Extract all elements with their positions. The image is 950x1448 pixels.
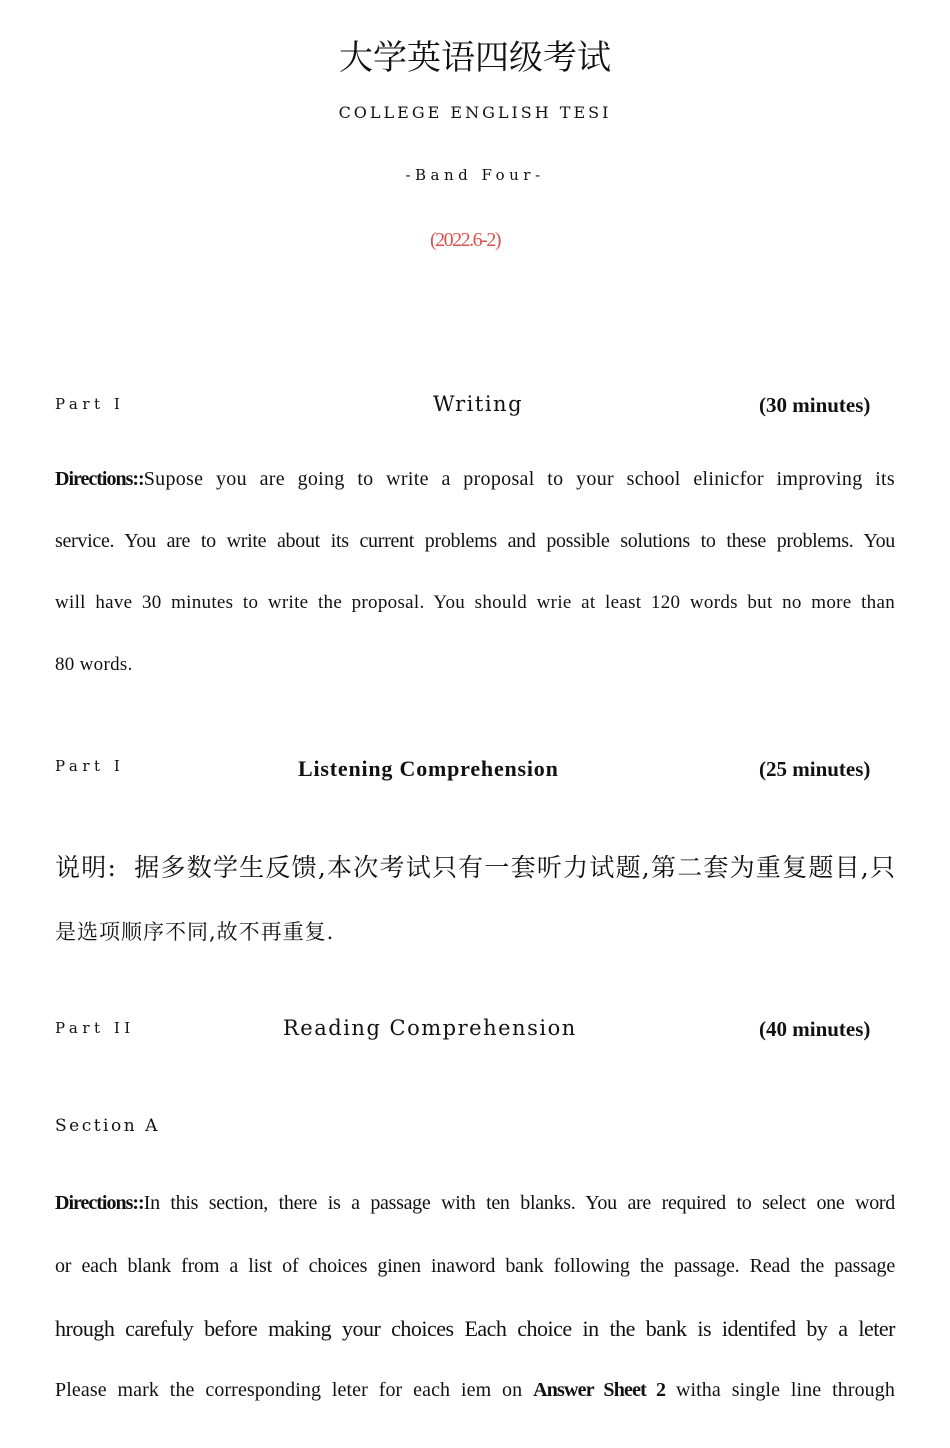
exam-subtitle: COLLEGE ENGLISH TESI — [338, 103, 612, 122]
writing-directions-line: will have 30 minutes to write the proposal. You should wrie at least 120 words but no more than — [55, 592, 895, 613]
part-writing-label: Part I — [55, 395, 125, 413]
writing-directions-line: 80 words. — [55, 654, 133, 675]
note-label: 说明: — [55, 853, 116, 882]
reading-directions-line: Directions::In this section, there is a passage with ten blanks. You are required to select one word — [55, 1192, 895, 1214]
part-reading-title: Reading Comprehension — [283, 1016, 577, 1040]
exam-date: (2022.6-2) — [430, 229, 500, 251]
part-listening-minutes: (25 minutes) — [759, 757, 871, 781]
exam-title: 大学英语四级考试 — [339, 38, 611, 78]
part-listening-label: Part I — [55, 757, 125, 775]
directions-label: Directions:: — [55, 468, 144, 490]
listening-note-line: 是选项顺序不同,故不再重复. — [55, 920, 335, 944]
part-reading-minutes: (40 minutes) — [759, 1017, 871, 1041]
writing-directions-line: Directions::Supose you are going to write a proposal to your school elinicfor improving its — [55, 468, 895, 490]
part-writing-minutes: (30 minutes) — [759, 393, 871, 417]
part-writing-title: Writing — [433, 392, 524, 416]
reading-directions-line: Please mark the corresponding leter for each iem on Answer Sheet 2 witha single line through — [55, 1379, 895, 1401]
writing-directions-line: service. You are to write about its current problems and possible solutions to these problems. You — [55, 530, 895, 552]
reading-directions-line: hrough carefuly before making your choices Each choice in the bank is identifed by a leter — [55, 1316, 895, 1341]
part-listening-title: Listening Comprehension — [298, 756, 559, 781]
reading-directions-line: or each blank from a list of choices ginen inaword bank following the passage. Read the passage — [55, 1255, 895, 1277]
listening-note-line: 说明: 据多数学生反馈,本次考试只有一套听力试题,第二套为重复题目,只 — [55, 853, 895, 882]
part-reading-label: Part II — [55, 1019, 135, 1037]
directions-label: Directions:: — [55, 1192, 144, 1214]
answer-sheet-ref: Answer Sheet 2 — [533, 1379, 666, 1401]
section-a-label: Section A — [55, 1116, 160, 1136]
exam-band: -Band Four- — [405, 166, 545, 184]
